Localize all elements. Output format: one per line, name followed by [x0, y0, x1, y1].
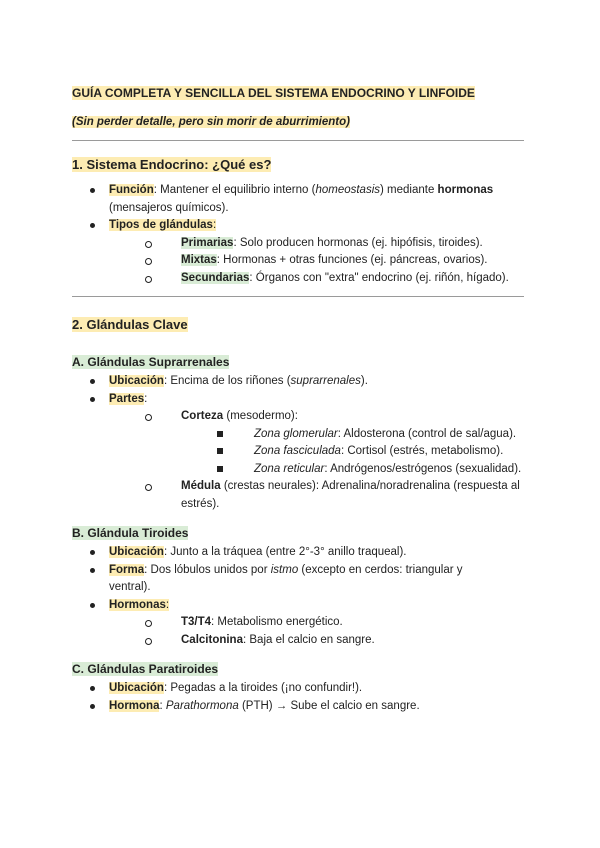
- list-item-mixtas: Mixtas: Hormonas + otras funciones (ej. páncreas, ovarios).: [145, 252, 524, 270]
- section-1-list: [72, 182, 524, 287]
- square-bullet-icon: [217, 431, 223, 437]
- list-item-zona-fasciculada: Zona fasciculada: Cortisol (estrés, metabolismo).: [217, 443, 524, 461]
- bullet-icon: [90, 223, 95, 228]
- subsection-a-list: [72, 373, 524, 513]
- circle-bullet-icon: [145, 620, 152, 627]
- circle-bullet-icon: [145, 638, 152, 645]
- list-item-zona-reticular: Zona reticular: Andrógenos/estrógenos (sexualidad).: [217, 461, 524, 479]
- list-item-forma: Forma: Dos lóbulos unidos por istmo (excepto en cerdos: triangular y ventral).: [72, 562, 524, 597]
- circle-bullet-icon: [145, 414, 152, 421]
- subsection-b-heading: B. Glándula Tiroides: [72, 526, 189, 540]
- document-page: [72, 82, 524, 715]
- circle-bullet-icon: [145, 241, 152, 248]
- bullet-icon: [90, 568, 95, 573]
- bullet-icon: [90, 550, 95, 555]
- circle-bullet-icon: [145, 276, 152, 283]
- list-item-primarias: Primarias: Solo producen hormonas (ej. hipófisis, tiroides).: [145, 235, 524, 253]
- bullet-icon: [90, 397, 95, 402]
- list-item-hormonas: Hormonas: T3/T4: Metabolismo energético. Calcitonina: Baja el calcio en sangre.: [72, 597, 524, 650]
- list-item-funcion: Función: Mantener el equilibrio interno (homeostasis) mediante hormonas (mensajeros químicos).: [72, 182, 524, 217]
- circle-bullet-icon: [145, 258, 152, 265]
- list-item-tipos: Tipos de glándulas: Primarias: Solo producen hormonas (ej. hipófisis, tiroides). Mixtas: Hormonas + otras funciones (ej. páncreas, ovarios). Secundarias: Órganos con "extra" endocrino (ej. riñón, hígado).: [72, 217, 524, 287]
- bullet-icon: [90, 686, 95, 691]
- hormonas-sublist: [109, 614, 524, 649]
- list-item-hormona: Hormona: Parathormona (PTH) → Sube el calcio en sangre.: [72, 698, 524, 716]
- subsection-b-list: [72, 544, 524, 649]
- square-bullet-icon: [217, 466, 223, 472]
- divider: [72, 140, 524, 141]
- circle-bullet-icon: [145, 484, 152, 491]
- bullet-icon: [90, 379, 95, 384]
- bullet-icon: [90, 704, 95, 709]
- list-item-ubicacion: Ubicación: Pegadas a la tiroides (¡no confundir!).: [72, 680, 524, 698]
- tipos-sublist: [109, 235, 524, 288]
- list-item-partes: Partes: Corteza (mesodermo): Zona glomerular: Aldosterona (control de sal/agua). Zona fasciculada: Cortisol (estrés, metabolismo). Zona reticular: Andrógenos/estrógenos (sexualidad). Médula (crestas neurales): Adrenalina/noradrenalina (respuesta al estrés).: [72, 391, 524, 514]
- list-item-secundarias: Secundarias: Órganos con "extra" endocrino (ej. riñón, hígado).: [145, 270, 524, 288]
- section-2-heading: 2. Glándulas Clave: [72, 317, 188, 332]
- corteza-sublist: [181, 426, 524, 479]
- doc-subtitle: (Sin perder detalle, pero sin morir de aburrimiento): [72, 116, 350, 128]
- list-item-ubicacion: Ubicación: Junto a la tráquea (entre 2°-3° anillo traqueal).: [72, 544, 524, 562]
- section-1-heading: 1. Sistema Endocrino: ¿Qué es?: [72, 157, 272, 172]
- list-item-zona-glomerular: Zona glomerular: Aldosterona (control de sal/agua).: [217, 426, 524, 444]
- doc-title: GUÍA COMPLETA Y SENCILLA DEL SISTEMA ENDOCRINO Y LINFOIDE: [72, 86, 475, 100]
- subsection-c-list: [72, 680, 524, 715]
- list-item-ubicacion: Ubicación: Encima de los riñones (suprarrenales).: [72, 373, 524, 391]
- list-item-t3-t4: T3/T4: Metabolismo energético.: [145, 614, 524, 632]
- divider: [72, 296, 524, 297]
- bullet-icon: [90, 188, 95, 193]
- bullet-icon: [90, 603, 95, 608]
- list-item-corteza: Corteza (mesodermo): Zona glomerular: Aldosterona (control de sal/agua). Zona fasciculada: Cortisol (estrés, metabolismo). Zona reticular: Andrógenos/estrógenos (sexualidad).: [145, 408, 524, 478]
- list-item-calcitonina: Calcitonina: Baja el calcio en sangre.: [145, 632, 524, 650]
- subsection-c-heading: C. Glándulas Paratiroides: [72, 662, 219, 676]
- subsection-a-heading: A. Glándulas Suprarrenales: [72, 355, 230, 369]
- partes-sublist: [109, 408, 524, 513]
- square-bullet-icon: [217, 448, 223, 454]
- list-item-medula: Médula (crestas neurales): Adrenalina/noradrenalina (respuesta al estrés).: [145, 478, 524, 513]
